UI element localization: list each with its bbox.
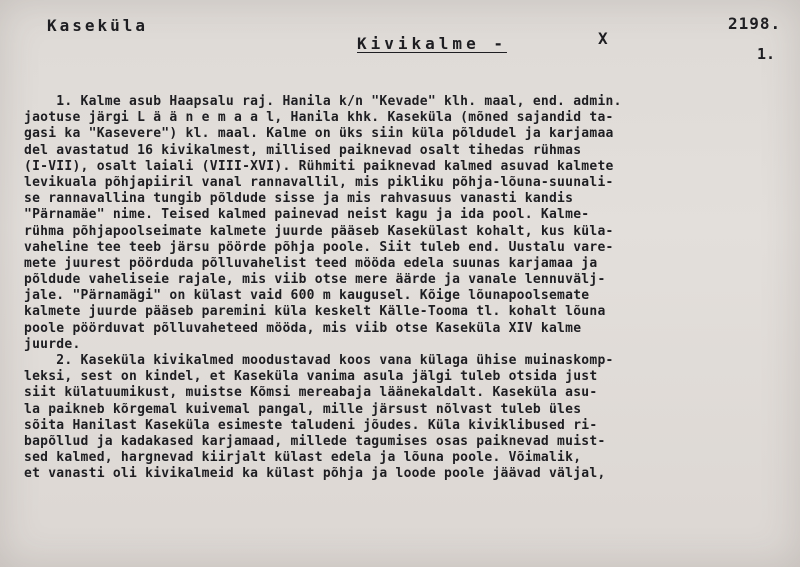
text-line: 1. Kalme asub Haapsalu raj. Hanila k/n "Kevade" klh. maal, end. admin. — [24, 94, 622, 109]
text-line: vaheline tee teeb järsu pöörde põhja poole. Siit tuleb end. Uustalu vare- — [24, 239, 614, 255]
text-line: la paikneb kõrgemal kuivemal pangal, mille järsust nõlvast tuleb üles — [24, 401, 582, 417]
text-line: põldude vaheliseie rajale, mis viib otse mere äärde ja vanale lennuvälj- — [24, 272, 606, 288]
text-line: (I-VII), osalt laiali (VIII-XVI). Rühmiti paiknevad kalmed asuvad kalmete — [24, 158, 614, 174]
text-line: 2. Kaseküla kivikalmed moodustavad koos vana külaga ühise muinaskomp- — [24, 353, 614, 368]
typed-description — [24, 94, 794, 483]
text-line: juurde. — [24, 336, 81, 352]
text-line: levikuala põhjapiiril vanal rannavallil, mis pikliku põhja-lõuna-suunali- — [24, 174, 614, 190]
text-line: mete juurest pöörduda põlluvahelist teed mööda edela suunas karjamaa ja — [24, 255, 598, 271]
text-line: sõita Hanilast Kaseküla esimeste taludeni jõudes. Küla kiviklibused ri- — [24, 417, 598, 433]
text-line: del avastatud 16 kivikalmest, millised paiknevad osalt tihedas rühmas — [24, 142, 582, 158]
text-line: siit külatuumikust, muistse Kõmsi mereabaja läänekaldalt. Kaseküla asu- — [24, 385, 598, 401]
text-line: poole pöörduvat põlluvaheteed mööda, mis viib otse Kaseküla XIV kalme — [24, 320, 582, 336]
text-line: bapõllud ja kadakased karjamaad, millede tagumises osas paiknevad muist- — [24, 433, 606, 449]
text-line: gasi ka "Kasevere") kl. maal. Kalme on üks siin küla põldudel ja karjamaa — [24, 126, 614, 142]
text-line: sed kalmed, hargnevad kiirjalt külast edela ja lõuna poole. Võimalik, — [24, 450, 582, 466]
text-line: se rannavallina tungib põldude sisse ja mis rahvasuus vanasti kandis — [24, 191, 574, 207]
page-number: 1. — [757, 45, 776, 63]
text-line: rühma põhjapoolseimate kalmete juurde pääseb Kasekülast kohalt, kus küla- — [24, 223, 614, 239]
text-line: kalmete juurde pääseb paremini küla keskelt Källe-Tooma tl. kohalt lõuna — [24, 304, 606, 320]
text-line: et vanasti oli kivikalmeid ka külast põhja ja loode poole jäävad väljal, — [24, 466, 606, 482]
text-line: jale. "Pärnamägi" on külast vaid 600 m kaugusel. Kõige lõunapoolsemate — [24, 288, 590, 304]
text-line: jaotuse järgi L ä ä n e m a a l, Hanila khk. Kaseküla (mõned sajandid ta- — [24, 110, 614, 126]
grave-number: X — [598, 29, 608, 48]
text-line: "Pärnamäe" nime. Teised kalmed painevad neist kagu ja ida pool. Kalme- — [24, 207, 590, 223]
card-number: 2198. — [728, 14, 782, 33]
village-name: Kaseküla — [47, 16, 149, 35]
text-line: leksi, sest on kindel, et Kaseküla vanima asula jälgi tuleb otsida just — [24, 369, 598, 385]
card-title: Kivikalme - — [357, 34, 507, 53]
